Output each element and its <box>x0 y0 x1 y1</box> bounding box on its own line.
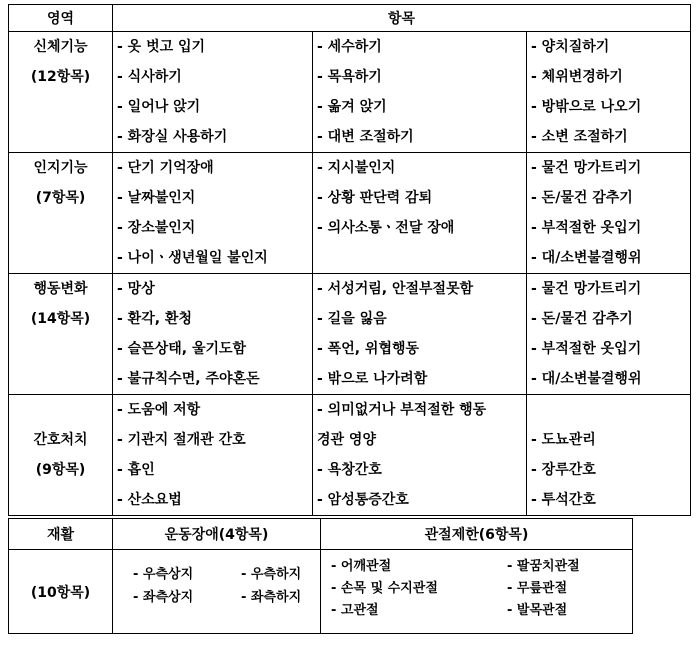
list-item: - 환각, 환청 <box>117 311 192 327</box>
category-count: (9항목) <box>35 462 86 478</box>
list-item <box>527 395 690 425</box>
list-item: - 어깨관절 <box>331 559 392 574</box>
list-item: - 돈/물건 감추기 <box>531 311 633 327</box>
list-item: - 부적절한 옷입기 <box>531 341 642 357</box>
list-item: - 발목관절 <box>507 603 568 618</box>
joint-header: 관절제한(6항목) <box>321 519 633 550</box>
list-item: - 물건 망가트리기 <box>531 281 642 297</box>
items-col3 <box>527 274 691 395</box>
list-item: - 암성통증간호 <box>317 492 409 508</box>
motor-header: 운동장애(4항목) <box>113 519 321 550</box>
joint-items-cell <box>321 550 633 634</box>
items-col3 <box>527 32 691 153</box>
list-item: - 의사소통ㆍ전달 장애 <box>317 220 455 236</box>
items-col2 <box>313 32 527 153</box>
category-name: 인지기능 <box>33 160 88 176</box>
category-cell <box>9 153 113 274</box>
rehab-table <box>8 518 633 634</box>
items-col1 <box>113 32 313 153</box>
list-item: - 단기 기억장애 <box>117 160 214 176</box>
rehab-row <box>9 550 633 634</box>
rehab-category-name: 재활 <box>9 519 113 550</box>
category-name: 신체기능 <box>33 39 88 55</box>
list-item: - 대/소변불결행위 <box>531 250 642 266</box>
list-item: - 양치질하기 <box>531 39 610 55</box>
list-item: - 흡인 <box>117 462 155 478</box>
list-item: - 세수하기 <box>317 39 382 55</box>
items-col2 <box>313 395 527 516</box>
list-item: - 부적절한 옷입기 <box>531 220 642 236</box>
list-item: - 슬픈상태, 울기도함 <box>117 341 247 357</box>
list-item: - 상황 판단력 감퇴 <box>317 190 433 206</box>
list-item: - 폭언, 위협행동 <box>317 341 420 357</box>
items-col3 <box>527 395 691 516</box>
list-item: - 물건 망가트리기 <box>531 160 642 176</box>
list-item: - 밖으로 나가려함 <box>317 371 428 387</box>
motor-items-list <box>113 550 320 608</box>
list-item: - 도움에 저항 <box>117 402 201 418</box>
list-item: - 소변 조절하기 <box>531 129 628 145</box>
list-item: - 옮겨 앉기 <box>317 99 387 115</box>
list-item: - 망상 <box>117 281 155 297</box>
list-item: - 손목 및 수지관절 <box>331 581 438 596</box>
care-items-table <box>8 4 691 516</box>
list-item: - 도뇨관리 <box>531 432 596 448</box>
header-items: 항목 <box>113 5 691 32</box>
list-item: - 나이ㆍ생년월일 불인지 <box>117 250 268 266</box>
category-count: (14항목) <box>30 311 91 327</box>
list-item: - 방밖으로 나오기 <box>531 99 642 115</box>
motor-items-cell <box>113 550 321 634</box>
table-row <box>9 274 691 395</box>
items-col3 <box>527 153 691 274</box>
category-name: 간호처치 <box>33 432 88 448</box>
list-item: - 체위변경하기 <box>531 69 623 85</box>
list-item: - 의미없거나 부적절한 행동 <box>317 402 487 418</box>
list-item: - 일어나 앉기 <box>117 99 201 115</box>
header-area: 영역 <box>9 5 113 32</box>
category-count: (7항목) <box>35 190 86 206</box>
list-item: - 투석간호 <box>531 492 596 508</box>
list-item: - 우측상지 <box>133 567 194 582</box>
joint-items-list <box>321 550 632 622</box>
items-col2 <box>313 153 527 274</box>
list-item: - 기관지 절개관 간호 <box>117 432 246 448</box>
list-item: 경관 영양 <box>317 432 376 448</box>
list-item: - 날짜불인지 <box>117 190 196 206</box>
category-count: (12항목) <box>30 69 91 85</box>
list-item: - 서성거림, 안절부절못함 <box>317 281 474 297</box>
category-name: 행동변화 <box>33 281 88 297</box>
list-item: - 우측하지 <box>241 567 302 582</box>
list-item: - 옷 벗고 입기 <box>117 39 206 55</box>
table-row <box>9 32 691 153</box>
list-item: - 불규칙수면, 주야혼돈 <box>117 371 260 387</box>
list-item: - 고관절 <box>331 603 379 618</box>
list-item: - 무릎관절 <box>507 581 568 596</box>
list-item: - 좌측하지 <box>241 590 302 605</box>
list-item: - 장소불인지 <box>117 220 196 236</box>
rehab-category-count: (10항목) <box>9 550 113 634</box>
list-item: - 화장실 사용하기 <box>117 129 228 145</box>
items-col1 <box>113 395 313 516</box>
list-item: - 대변 조절하기 <box>317 129 414 145</box>
table-row <box>9 395 691 516</box>
list-item: - 목욕하기 <box>317 69 382 85</box>
list-item: - 길을 잃음 <box>317 311 387 327</box>
category-cell <box>9 32 113 153</box>
list-item: - 욕창간호 <box>317 462 382 478</box>
list-item: - 대/소변불결행위 <box>531 371 642 387</box>
list-item: - 팔꿈치관절 <box>507 559 580 574</box>
list-item: - 좌측상지 <box>133 590 194 605</box>
list-item: - 돈/물건 감추기 <box>531 190 633 206</box>
list-item: - 장루간호 <box>531 462 596 478</box>
list-item: - 산소요법 <box>117 492 182 508</box>
list-item: - 지시불인지 <box>317 160 396 176</box>
items-col1 <box>113 153 313 274</box>
category-cell <box>9 395 113 516</box>
items-col1 <box>113 274 313 395</box>
items-col2 <box>313 274 527 395</box>
table-row <box>9 153 691 274</box>
list-item: - 식사하기 <box>117 69 182 85</box>
rehab-header-row <box>9 519 633 550</box>
header-row <box>9 5 691 32</box>
category-cell <box>9 274 113 395</box>
